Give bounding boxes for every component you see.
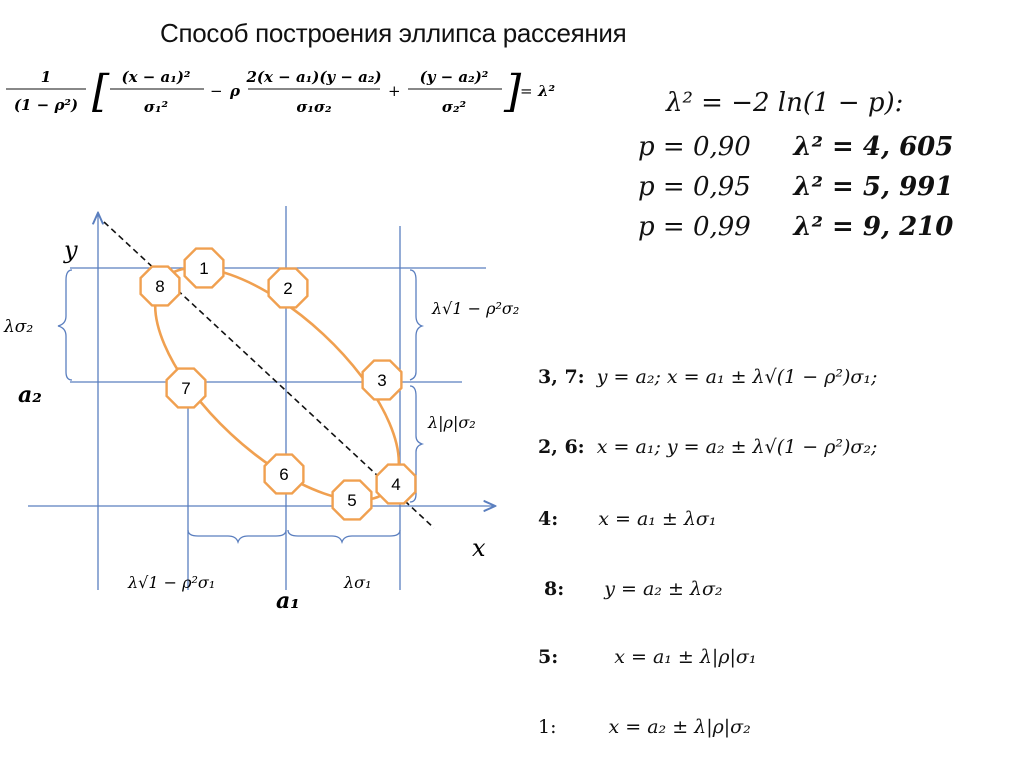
- rule-text: x = a₁; y = a₂ ± λ√(1 − ρ²)σ₂;: [596, 436, 878, 458]
- rule-text: y = a₂; x = a₁ ± λ√(1 − ρ²)σ₁;: [596, 366, 878, 388]
- lambda2-value: λ² = 5, 991: [793, 172, 954, 202]
- slide-title: Способ построения эллипса рассеяния: [160, 18, 627, 48]
- point-label-7: 7: [181, 379, 191, 398]
- x-axis-label: x: [472, 534, 486, 562]
- svg-text:σ₂²: σ₂²: [441, 98, 467, 116]
- p-value: p = 0,99: [638, 212, 751, 242]
- rule-points: 5:: [538, 646, 559, 668]
- svg-text:σ₁²: σ₁²: [143, 98, 169, 116]
- p-value: p = 0,90: [638, 132, 751, 162]
- rule-text: y = a₂ ± λσ₂: [604, 578, 723, 600]
- a2-label: a₂: [18, 382, 42, 408]
- brace-sqrt-sigma2: [410, 270, 422, 380]
- rule-points: 3, 7:: [538, 366, 585, 388]
- svg-text:]: ]: [504, 66, 522, 117]
- svg-text:=: =: [520, 82, 533, 100]
- svg-text:2(x − a₁)(y − a₂): 2(x − a₁)(y − a₂): [246, 68, 382, 86]
- a1-label: a₁: [276, 588, 300, 614]
- label-sqrt-sigma2: λ√1 − ρ²σ₂: [432, 299, 520, 318]
- brace-sqrt-sigma1: [188, 530, 286, 542]
- svg-text:(1 − ρ²): (1 − ρ²): [13, 96, 79, 114]
- y-axis-label: y: [64, 236, 78, 264]
- svg-text:1: 1: [40, 68, 52, 86]
- svg-text:λ²: λ²: [538, 82, 556, 100]
- svg-text:+: +: [388, 82, 401, 100]
- lambda2-value: λ² = 4, 605: [793, 132, 954, 162]
- ellipse-point-markers: [141, 249, 416, 520]
- point-label-5: 5: [347, 491, 357, 510]
- point-label-6: 6: [279, 465, 289, 484]
- label-lambda-sigma1: λσ₁: [344, 573, 372, 592]
- svg-text:[: [: [92, 66, 110, 117]
- label-lambda-sigma2: λσ₂: [4, 317, 34, 337]
- rule-text: x = a₁ ± λ|ρ|σ₁: [614, 646, 757, 668]
- rule-points: 2, 6:: [538, 436, 585, 458]
- brace-lambda-sigma2: [58, 270, 72, 380]
- rule-points: 1:: [538, 716, 557, 738]
- brace-lambda-sigma1: [288, 530, 400, 542]
- point-label-2: 2: [283, 279, 293, 298]
- svg-text:(y − a₂)²: (y − a₂)²: [419, 68, 489, 86]
- svg-text:ρ: ρ: [230, 82, 240, 100]
- lambda-definition: λ² = −2 ln(1 − p):: [666, 88, 904, 118]
- rule-text: x = a₁ ± λσ₁: [598, 508, 717, 530]
- rule-points: 8:: [544, 578, 565, 600]
- lambda2-value: λ² = 9, 210: [793, 212, 954, 242]
- rule-points: 4:: [538, 508, 559, 530]
- grid-lines: [28, 206, 494, 590]
- point-label-1: 1: [199, 259, 209, 278]
- point-label-8: 8: [155, 277, 165, 296]
- svg-text:σ₁σ₂: σ₁σ₂: [296, 98, 332, 116]
- p-value: p = 0,95: [638, 172, 751, 202]
- label-rho-sigma2: λ|ρ|σ₂: [428, 413, 476, 432]
- svg-text:(x − a₁)²: (x − a₁)²: [121, 68, 191, 86]
- point-label-3: 3: [377, 371, 387, 390]
- svg-text:−: −: [210, 82, 223, 100]
- label-sqrt-sigma1: λ√1 − ρ²σ₁: [128, 573, 216, 592]
- rule-text: x = a₂ ± λ|ρ|σ₂: [608, 716, 751, 738]
- point-label-4: 4: [391, 475, 401, 494]
